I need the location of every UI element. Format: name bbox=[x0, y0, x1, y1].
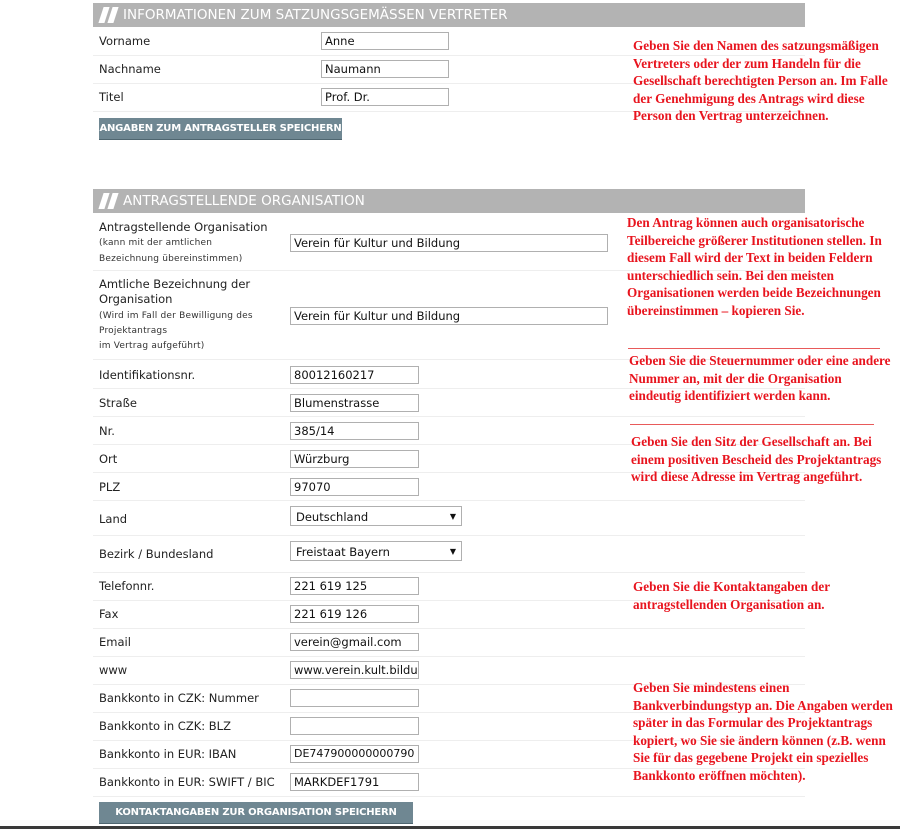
field-label: Vorname bbox=[99, 34, 151, 48]
section-header-representative bbox=[93, 3, 805, 27]
note-representative: Geben Sie den Namen des satzungsmäßigen Vertreters oder der zum Handeln für die Gesellschaft berechtigten Person an. Im Falle der Genehmigung des Antrags wird diese Person den Vertrag unterzeichnen. bbox=[633, 38, 888, 123]
field-label: Fax bbox=[99, 607, 119, 621]
form-row-email bbox=[93, 629, 805, 657]
field-label: Bankkonto in EUR: IBAN bbox=[99, 747, 237, 761]
fax-input[interactable]: 221 619 126 bbox=[290, 605, 419, 623]
region-select-value: Freistaat Bayern bbox=[296, 545, 390, 559]
iban-input[interactable]: DE747900000000790 bbox=[290, 745, 419, 763]
field-label: Nr. bbox=[99, 424, 115, 438]
field-label: Bankkonto in CZK: Nummer bbox=[99, 691, 259, 705]
field-hint: Bezeichnung übereinstimmen) bbox=[99, 254, 243, 264]
chevron-down-icon: ▼ bbox=[449, 512, 456, 521]
country-select-value: Deutschland bbox=[296, 510, 369, 524]
field-label: Identifikationsnr. bbox=[99, 368, 196, 382]
form-row-region bbox=[93, 536, 805, 573]
number-input[interactable]: 385/14 bbox=[290, 422, 419, 440]
field-label: Bezirk / Bundesland bbox=[99, 547, 214, 561]
vorname-input[interactable]: Anne bbox=[321, 32, 449, 50]
field-label: Ort bbox=[99, 452, 118, 466]
titel-input[interactable]: Prof. Dr. bbox=[321, 88, 449, 106]
field-label: Antragstellende Organisation bbox=[99, 220, 268, 234]
field-label: www bbox=[99, 663, 128, 677]
field-label: Bankkonto in EUR: SWIFT / BIC bbox=[99, 775, 275, 789]
field-label: Land bbox=[99, 512, 128, 526]
slashes-icon bbox=[98, 193, 120, 209]
region-select[interactable] bbox=[290, 541, 462, 561]
form-row-country bbox=[93, 501, 805, 536]
field-label: Bankkonto in CZK: BLZ bbox=[99, 719, 231, 733]
czk-blz-input[interactable] bbox=[290, 717, 419, 735]
note-organisation-names: Den Antrag können auch organisatorische Teilbereiche größerer Institutionen stellen. In diesem Fall wird der Text in beiden Feldern unterschiedlich sein. Bei den meisten Organisationen werden beide Bezeichnungen übereinstimmen – kopieren Sie. bbox=[627, 215, 882, 318]
section-title: ANTRAGSTELLENDE ORGANISATION bbox=[123, 193, 365, 209]
note-address: Geben Sie den Sitz der Gesellschaft an. Bei einem positiven Bescheid des Projektantrags wird diese Adresse im Vertrag angeführt. bbox=[631, 434, 882, 484]
section-title: INFORMATIONEN ZUM SATZUNGSGEMÄSSEN VERTRETER bbox=[123, 7, 508, 23]
field-label: Titel bbox=[99, 90, 124, 104]
field-label: Nachname bbox=[99, 62, 161, 76]
note-bank: Geben Sie mindestens einen Bankverbindungstyp an. Die Angaben werden später in das Formular des Projektantrags kopiert, wo Sie sie ändern können (z.B. wenn Sie für das gegebene Projekt ein spezielles Bankkonto eröffnen möchten). bbox=[633, 680, 893, 783]
field-hint: im Vertrag aufgeführt) bbox=[99, 341, 205, 351]
postcode-input[interactable]: 97070 bbox=[290, 478, 419, 496]
official-name-input[interactable]: Verein für Kultur und Bildung bbox=[290, 307, 608, 325]
email-input[interactable]: verein@gmail.com bbox=[290, 633, 419, 651]
field-hint: (Wird im Fall der Bewilligung des bbox=[99, 311, 253, 321]
slashes-icon bbox=[98, 7, 120, 23]
field-label: Telefonnr. bbox=[99, 579, 155, 593]
id-input[interactable]: 80012160217 bbox=[290, 366, 419, 384]
phone-input[interactable]: 221 619 125 bbox=[290, 577, 419, 595]
country-select[interactable] bbox=[290, 506, 462, 526]
field-label: Organisation bbox=[99, 292, 173, 306]
field-hint: (kann mit der amtlichen bbox=[99, 238, 213, 248]
chevron-down-icon: ▼ bbox=[449, 547, 456, 556]
czk-number-input[interactable] bbox=[290, 689, 419, 707]
divider bbox=[630, 424, 874, 425]
note-identification: Geben Sie die Steuernummer oder eine andere Nummer an, mit der die Organisation eindeutig identifiziert werden kann. bbox=[629, 353, 891, 403]
divider bbox=[628, 348, 880, 349]
www-input[interactable]: www.verein.kult.bildu bbox=[290, 661, 419, 679]
save-organisation-button[interactable]: KONTAKTANGABEN ZUR ORGANISATION SPEICHERN bbox=[99, 802, 413, 824]
field-label: Amtliche Bezeichnung der bbox=[99, 277, 251, 291]
field-label: Email bbox=[99, 635, 131, 649]
save-representative-button[interactable]: ANGABEN ZUM ANTRAGSTELLER SPEICHERN bbox=[99, 118, 342, 140]
street-input[interactable]: Blumenstrasse bbox=[290, 394, 419, 412]
city-input[interactable]: Würzburg bbox=[290, 450, 419, 468]
field-label: PLZ bbox=[99, 480, 121, 494]
org-name-input[interactable]: Verein für Kultur und Bildung bbox=[290, 234, 608, 252]
field-hint: Projektantrags bbox=[99, 326, 168, 336]
field-label: Straße bbox=[99, 396, 137, 410]
section-header-organisation bbox=[93, 189, 805, 213]
swift-input[interactable]: MARKDEF1791 bbox=[290, 773, 419, 791]
note-contact: Geben Sie die Kontaktangaben der antragstellenden Organisation an. bbox=[633, 579, 830, 612]
nachname-input[interactable]: Naumann bbox=[321, 60, 449, 78]
